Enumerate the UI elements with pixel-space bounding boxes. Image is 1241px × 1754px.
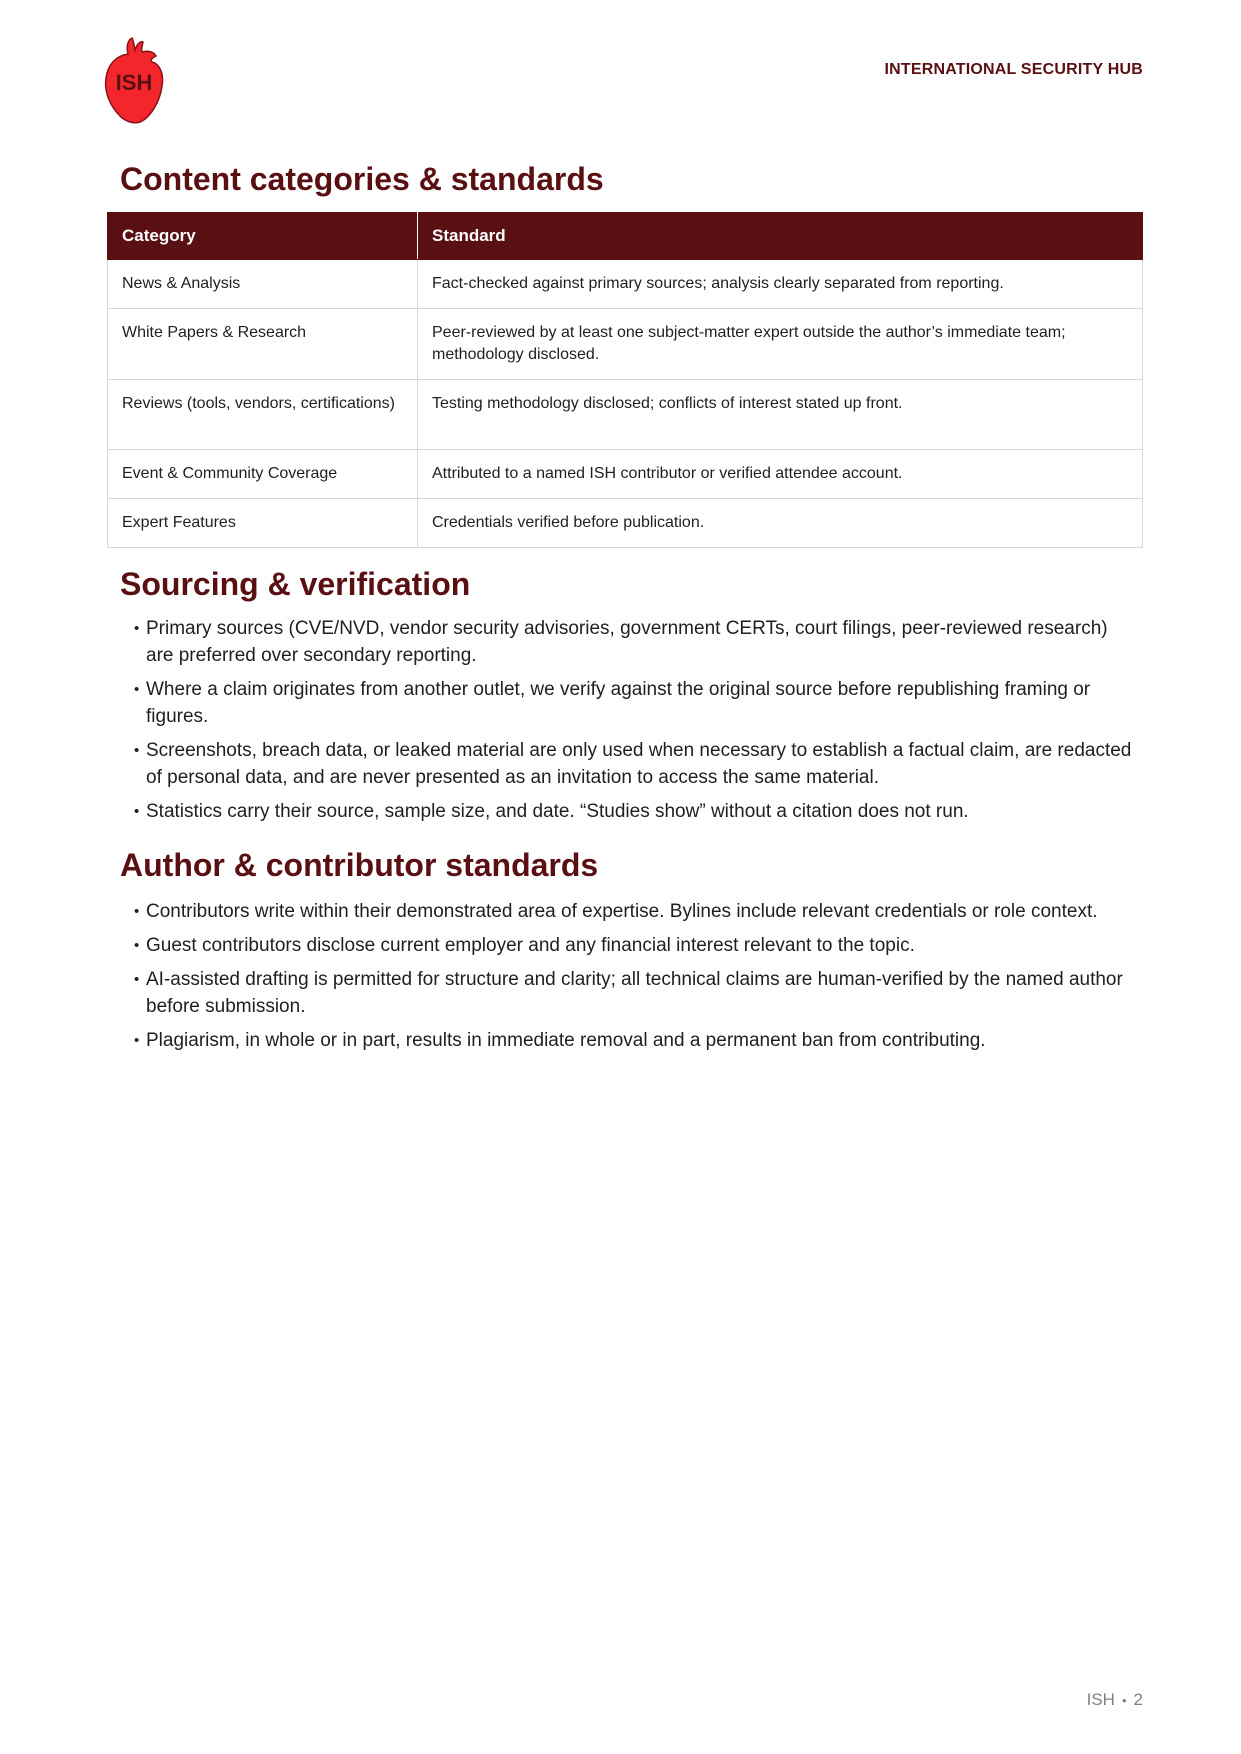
standard-cell: Peer-reviewed by at least one subject-matter expert outside the author’s immediate team; methodology disclosed.	[418, 309, 1143, 380]
category-cell: News & Analysis	[108, 260, 418, 309]
logo-text: ISH	[115, 70, 153, 95]
heart-logo-icon	[104, 36, 166, 124]
category-cell: Event & Community Coverage	[108, 450, 418, 499]
author-standards-list	[134, 898, 1134, 1061]
list-item	[134, 1027, 1134, 1054]
category-cell: White Papers & Research	[108, 309, 418, 380]
logo	[104, 36, 166, 124]
list-item-text: • Contributors write within their demonstrated area of expertise. Bylines include relevant credentials or role context.	[146, 901, 1098, 922]
organization-name: INTERNATIONAL SECURITY HUB	[884, 61, 1143, 78]
author-standards-heading: Author & contributor standards	[120, 847, 599, 883]
content-categories-heading: Content categories & standards	[120, 161, 604, 197]
content-standards-table	[107, 212, 1143, 548]
footer-brand: ISH	[1086, 1690, 1115, 1709]
list-item	[134, 615, 1134, 669]
standard-cell: Fact-checked against primary sources; analysis clearly separated from reporting.	[418, 260, 1143, 309]
list-item-text: • Plagiarism, in whole or in part, results in immediate removal and a permanent ban from contributing.	[146, 1030, 986, 1051]
list-item	[134, 676, 1134, 730]
list-item	[134, 966, 1134, 1020]
standard-cell: Testing methodology disclosed; conflicts of interest stated up front.	[418, 380, 1143, 450]
sourcing-list	[134, 615, 1134, 832]
list-item	[134, 932, 1134, 959]
list-item-text: • Where a claim originates from another outlet, we verify against the original source before republishing framing or figures.	[146, 679, 1091, 727]
footer-separator: •	[1121, 1693, 1127, 1708]
standard-cell: Credentials verified before publication.	[418, 499, 1143, 548]
list-item	[134, 737, 1134, 791]
category-cell: Expert Features	[108, 499, 418, 548]
list-item-text: • Guest contributors disclose current employer and any financial interest relevant to the topic.	[146, 935, 915, 956]
list-item	[134, 798, 1134, 825]
list-item-text: • Statistics carry their source, sample size, and date. “Studies show” without a citation does not run.	[146, 801, 969, 822]
list-item-text: • AI-assisted drafting is permitted for structure and clarity; all technical claims are human-verified by the named author before submission.	[146, 969, 1123, 1017]
column-header-category: Category	[108, 213, 418, 260]
sourcing-verification-heading: Sourcing & verification	[120, 566, 471, 602]
column-header-standard: Standard	[418, 213, 1143, 260]
list-item-text: • Primary sources (CVE/NVD, vendor security advisories, government CERTs, court filings, peer-reviewed research) are preferred over secondary reporting.	[146, 618, 1108, 666]
table-row	[108, 260, 1143, 309]
table-row	[108, 450, 1143, 499]
page-footer	[1087, 1690, 1143, 1710]
standard-cell: Attributed to a named ISH contributor or verified attendee account.	[418, 450, 1143, 499]
page-number: 2	[1133, 1690, 1143, 1709]
category-cell: Reviews (tools, vendors, certifications)	[108, 380, 418, 450]
table-row	[108, 309, 1143, 380]
table-header-row	[108, 213, 1143, 260]
list-item-text: • Screenshots, breach data, or leaked material are only used when necessary to establish a factual claim, are redacted of personal data, and are never presented as an invitation to access the same material.	[146, 740, 1132, 788]
list-item	[134, 898, 1134, 925]
table-row	[108, 499, 1143, 548]
table-row	[108, 380, 1143, 450]
